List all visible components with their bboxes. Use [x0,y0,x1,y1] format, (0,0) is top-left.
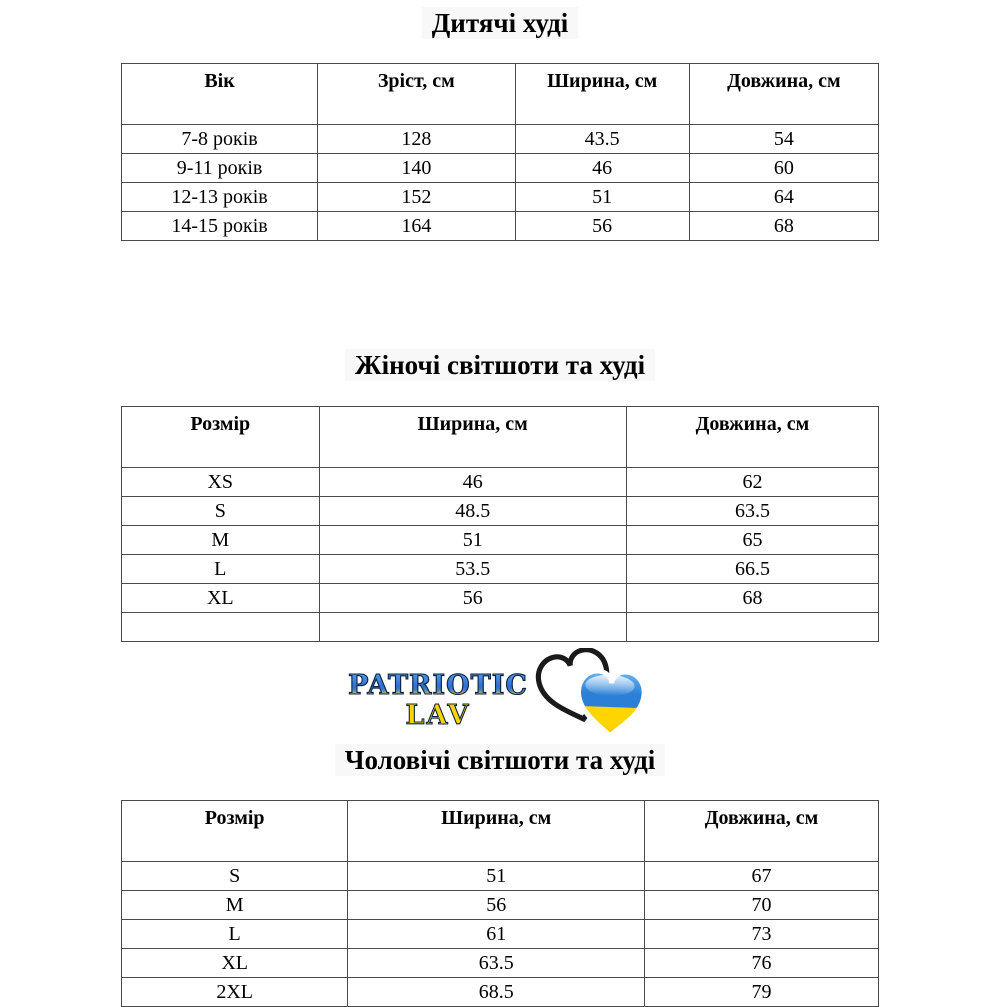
table-cell: 66.5 [626,555,878,584]
table-cell: 70 [645,891,879,920]
column-header: Зріст, см [318,64,516,125]
table-cell: 164 [318,212,516,241]
brand-logo-text [348,671,528,731]
column-header: Ширина, см [348,801,645,862]
table-cell: 54 [689,125,878,154]
table-cell: M [122,526,320,555]
column-header: Розмір [122,407,320,468]
men-sweatshirts-size-table [121,800,879,1007]
table-cell: 79 [645,978,879,1007]
table-row [122,154,879,183]
brand-logo [0,652,1000,744]
table-cell: 68 [626,584,878,613]
section-title-children-hoodies [0,0,1000,39]
table-cell: 63.5 [626,497,878,526]
table-cell: XL [122,949,348,978]
table-cell: 56 [319,584,626,613]
table-cell: 152 [318,183,516,212]
children-hoodies-size-table [121,63,879,241]
column-header: Ширина, см [515,64,689,125]
table-row [122,862,879,891]
table-cell [319,613,626,642]
logo-word-lav: LAV [405,700,471,731]
table-row [122,891,879,920]
column-header: Розмір [122,801,348,862]
table-row [122,949,879,978]
table-row [122,584,879,613]
section-title-women-sweatshirts [0,349,1000,381]
table-cell: 46 [515,154,689,183]
table-cell: 68.5 [348,978,645,1007]
table-row [122,183,879,212]
table-cell: 62 [626,468,878,497]
section-title-men-sweatshirts [0,744,1000,776]
table-row [122,468,879,497]
table-cell: S [122,497,320,526]
table-cell: 60 [689,154,878,183]
table-cell: 9-11 років [122,154,318,183]
column-header: Довжина, см [626,407,878,468]
table-cell: 128 [318,125,516,154]
table-cell: 64 [689,183,878,212]
table-cell: L [122,920,348,949]
table-cell: 67 [645,862,879,891]
table-cell: 73 [645,920,879,949]
table-cell: 61 [348,920,645,949]
table-cell: L [122,555,320,584]
header-row [122,64,879,125]
table-row [122,125,879,154]
table-cell: XS [122,468,320,497]
header-row [122,407,879,468]
table-cell: 51 [348,862,645,891]
table-cell: 76 [645,949,879,978]
table-cell [626,613,878,642]
table-cell: 48.5 [319,497,626,526]
table-cell: 56 [348,891,645,920]
column-header: Вік [122,64,318,125]
section-title-text: Чоловічі світшоти та худі [335,744,666,776]
table-cell: 2XL [122,978,348,1007]
section-title-text: Дитячі худі [422,7,579,39]
table-cell: 7-8 років [122,125,318,154]
header-row [122,801,879,862]
table-row [122,978,879,1007]
table-cell: 51 [515,183,689,212]
table-cell: 140 [318,154,516,183]
table-cell: 51 [319,526,626,555]
logo-word-patriotic: PATRIOTIC [348,670,528,701]
women-sweatshirts-size-table [121,406,879,642]
table-cell: S [122,862,348,891]
table-cell: 12-13 років [122,183,318,212]
table-cell: 56 [515,212,689,241]
section-title-text: Жіночі світшоти та худі [345,349,655,381]
table-cell: 63.5 [348,949,645,978]
table-row [122,613,879,642]
column-header: Довжина, см [645,801,879,862]
column-header: Довжина, см [689,64,878,125]
table-cell: 46 [319,468,626,497]
table-row [122,555,879,584]
table-row [122,497,879,526]
table-cell [122,613,320,642]
table-row [122,526,879,555]
column-header: Ширина, см [319,407,626,468]
table-cell: M [122,891,348,920]
table-cell: 14-15 років [122,212,318,241]
table-cell: 65 [626,526,878,555]
table-row [122,920,879,949]
table-cell: 68 [689,212,878,241]
ukraine-flag-hearts-icon [530,648,652,744]
table-cell: XL [122,584,320,613]
table-cell: 53.5 [319,555,626,584]
table-row [122,212,879,241]
table-cell: 43.5 [515,125,689,154]
